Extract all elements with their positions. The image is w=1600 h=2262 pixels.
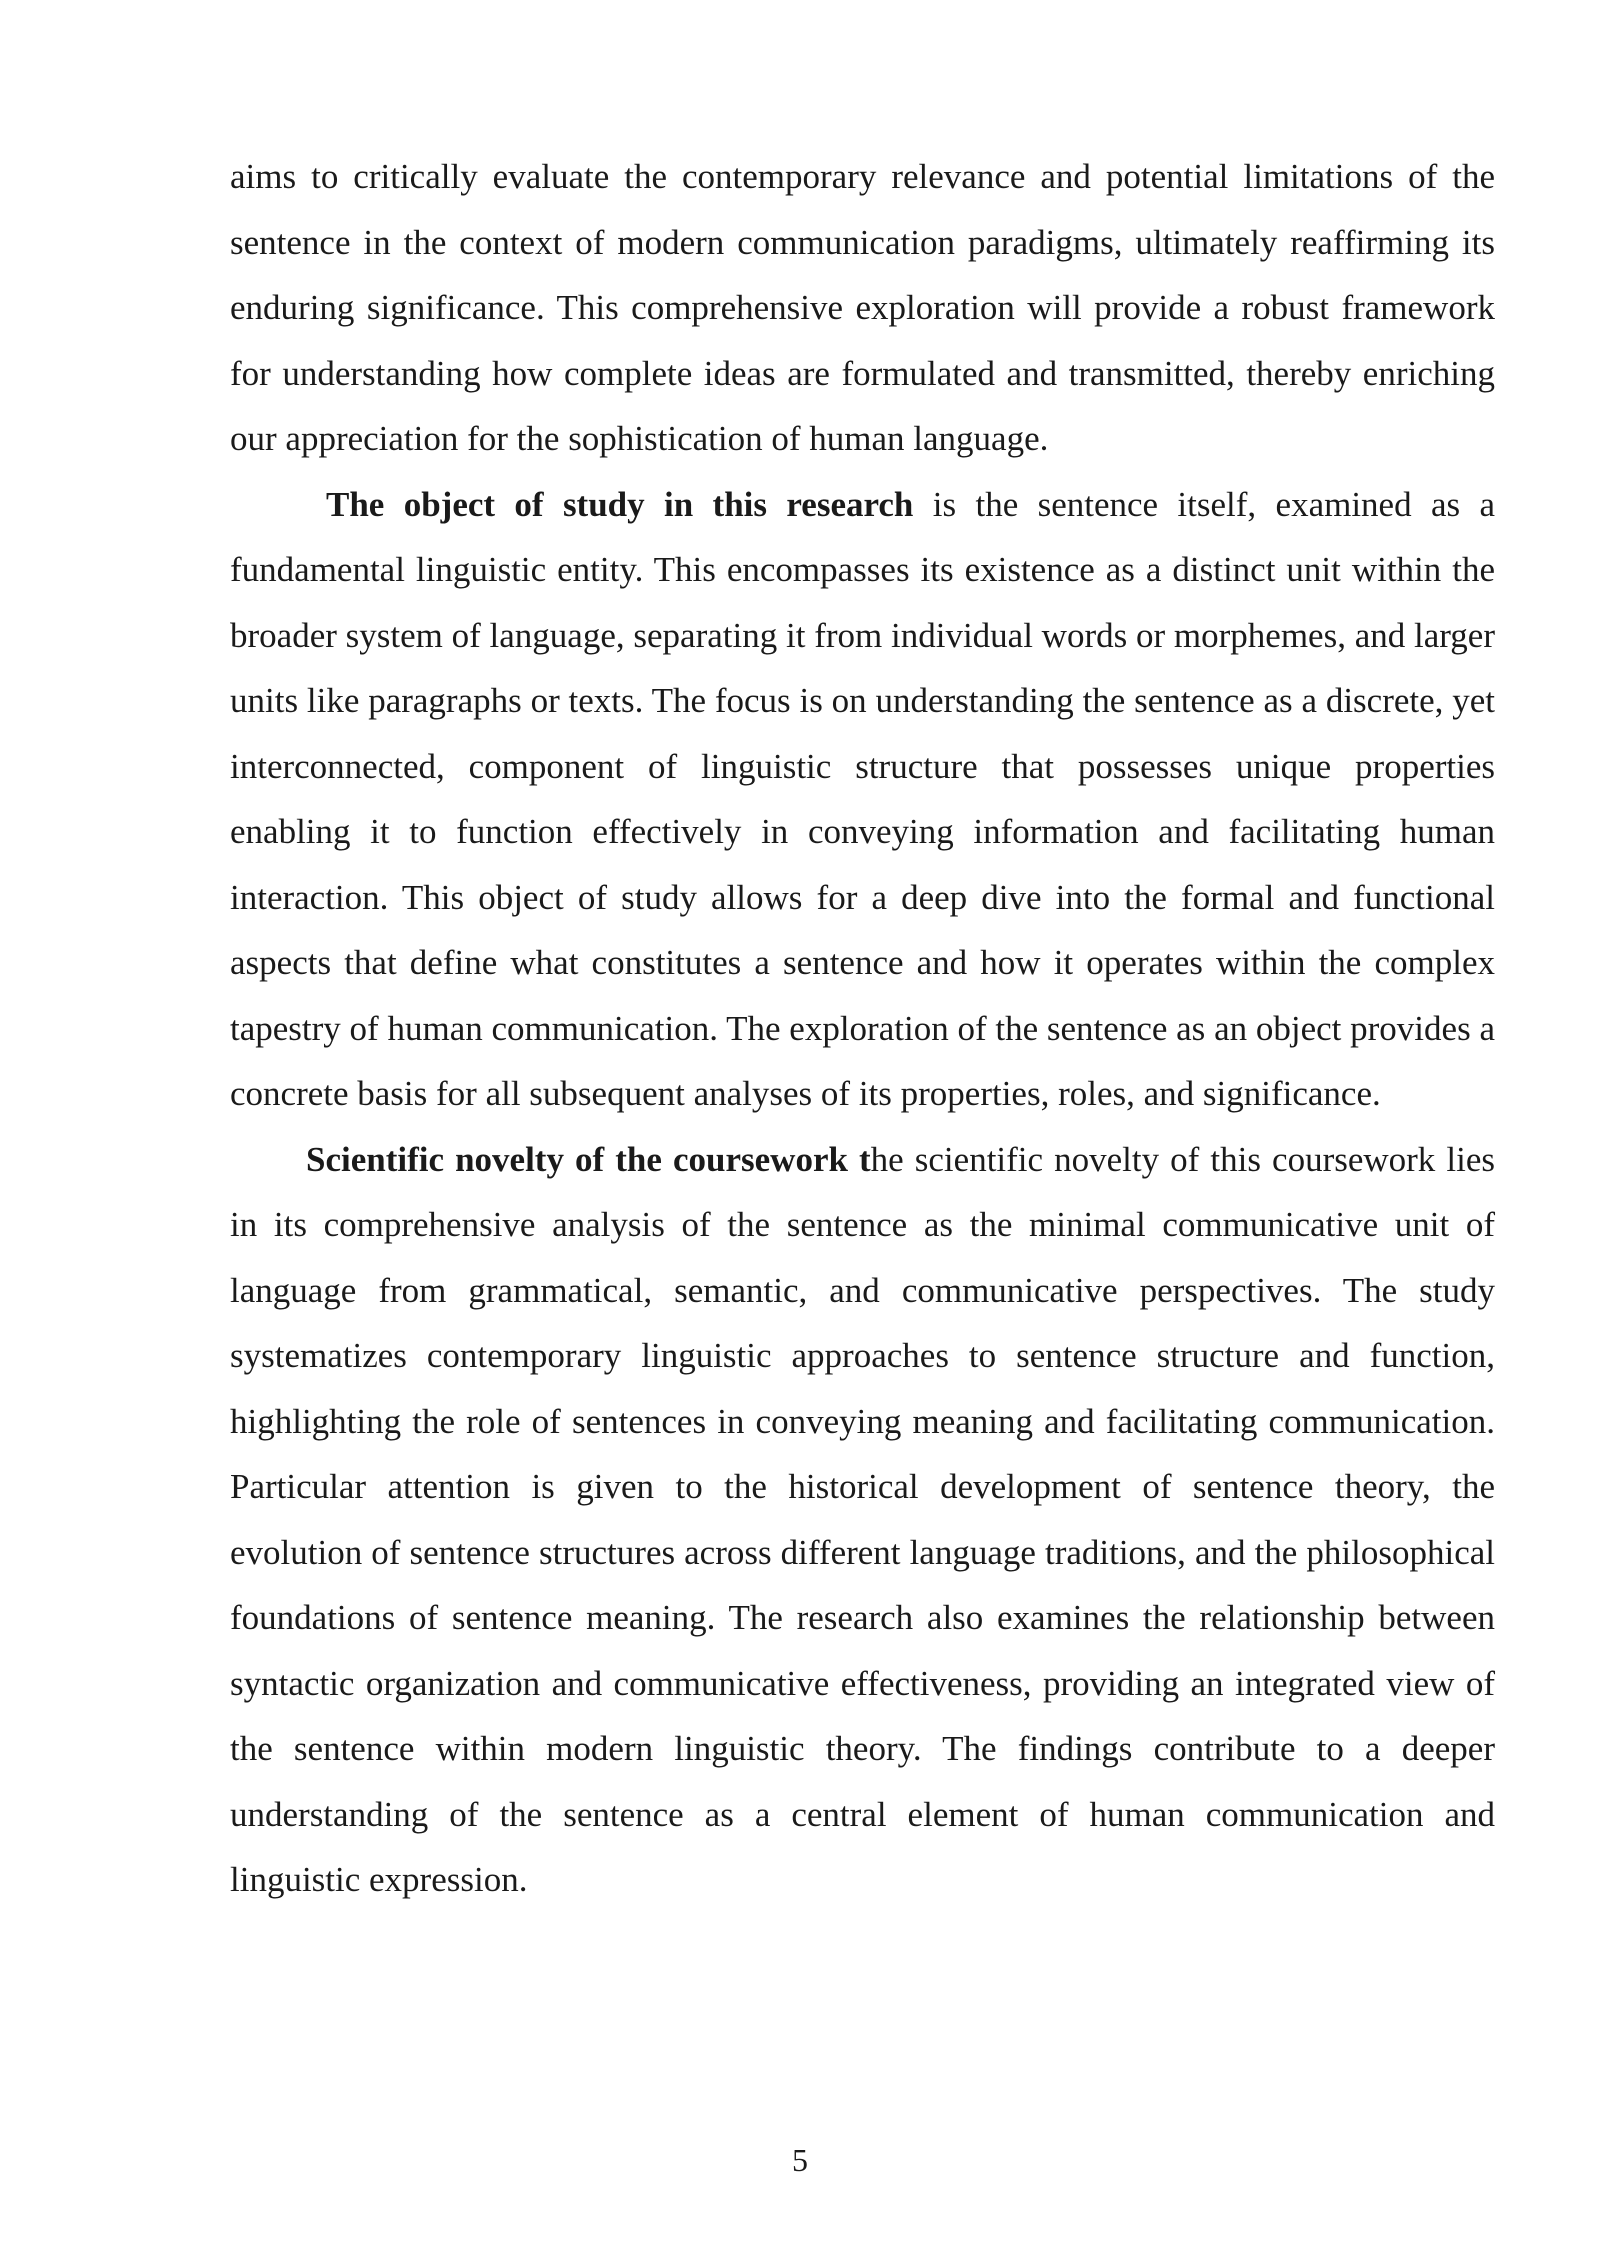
page-number: 5 [792,2142,808,2178]
paragraph-2-heading: The object of study in this research [326,484,914,524]
paragraph-1-text: aims to critically evaluate the contemporary relevance and potential limitations of the sentence in the context of modern communication paradigms, ultimately reaffirming its enduring significance. This comprehensive exploration will provide a robust framework for understanding how complete ideas are formulated and transmitted, thereby enriching our appreciation for the sophistication of human language. [230,157,1495,458]
paragraph-3-heading: Scientific novelty of the coursework t [306,1139,871,1179]
body-text [230,144,1495,1913]
paragraph-scientific-novelty [230,1127,1495,1913]
paragraph-object-of-study [230,472,1495,1127]
paragraph-2-text: is the sentence itself, examined as a fundamental linguistic entity. This encompasses its existence as a distinct unit within the broader system of language, separating it from individual words or morphemes, and larger units like paragraphs or texts. The focus is on understanding the sentence as a discrete, yet interconnected, component of linguistic structure that possesses unique properties enabling it to function effectively in conveying information and facilitating human interaction. This object of study allows for a deep dive into the formal and functional aspects that define what constitutes a sentence and how it operates within the complex tapestry of human communication. The exploration of the sentence as an object provides a concrete basis for all subsequent analyses of its properties, roles, and significance. [230,484,1496,1113]
paragraph-continuation [230,144,1495,472]
paragraph-3-text: he scientific novelty of this coursework lies in its comprehensive analysis of the sentence as the minimal communicative unit of language from grammatical, semantic, and communicative perspectives. The study systematizes contemporary linguistic approaches to sentence structure and function, highlighting the role of sentences in conveying meaning and facilitating communication. Particular attention is given to the historical development of sentence theory, the evolution of sentence structures across different language traditions, and the philosophical foundations of sentence meaning. The research also examines the relationship between syntactic organization and communicative effectiveness, providing an integrated view of the sentence within modern linguistic theory. The findings contribute to a deeper understanding of the sentence as a central element of human communication and linguistic expression. [230,1139,1495,1899]
